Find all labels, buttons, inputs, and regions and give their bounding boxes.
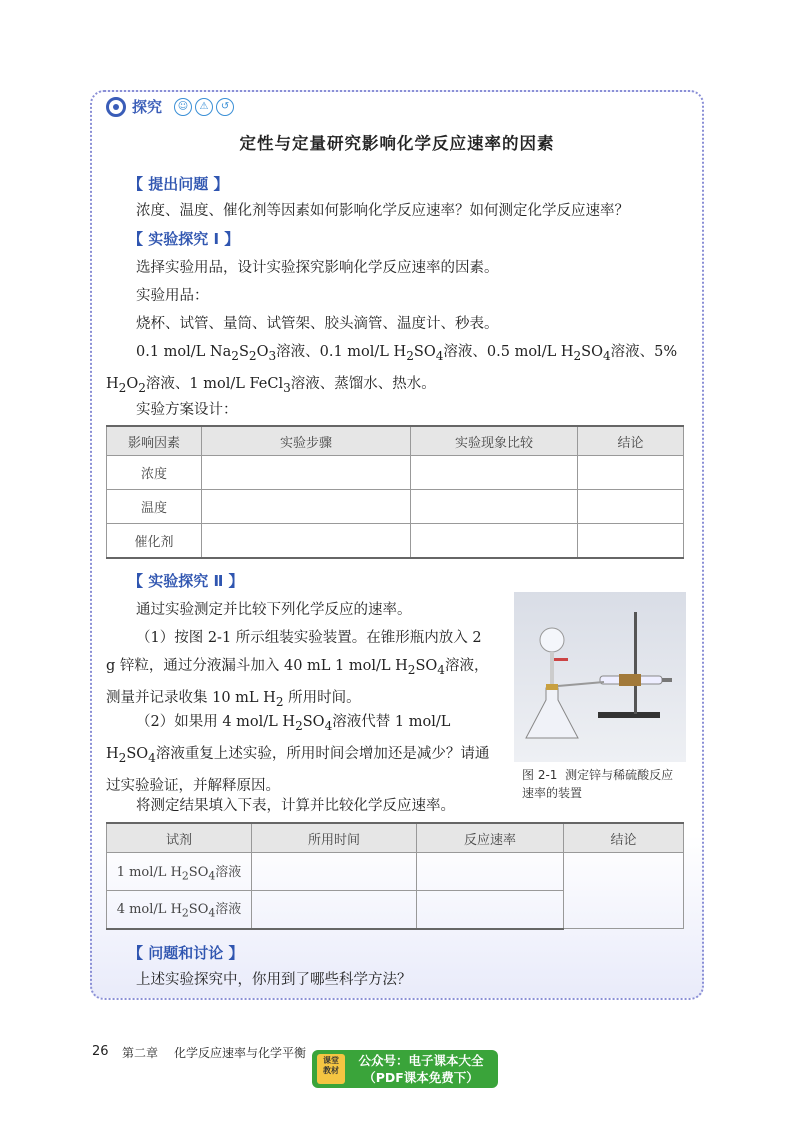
table-row <box>107 853 684 891</box>
table-cell-empty <box>417 853 564 891</box>
materials-list: 烧杯、试管、量筒、试管架、胶头滴管、温度计、秒表。 <box>136 316 499 332</box>
reagents-list: 0.1 mol/L $Na_2S_2O_3$溶液、0.1 mol/L $H_2SO_4$溶液、0.5 mol/L $H_2SO_4$溶液、5% $H_2O_2$溶液、1 mol/L FeCl$_3$溶液、蒸馏水、热水。 <box>106 344 678 395</box>
syringe-plunger <box>662 678 672 682</box>
table-cell-empty <box>252 891 417 929</box>
experiment1-intro: 选择实验用品，设计实验探究影响化学反应速率的因素。 <box>136 260 499 276</box>
table-cell-empty <box>417 891 564 929</box>
table-header: 实验现象比较 <box>411 426 578 456</box>
warning-icon: ⚠ <box>195 98 213 116</box>
record-instruction: 将测定结果填入下表，计算并比较化学反应速率。 <box>136 798 455 814</box>
apparatus-illustration <box>514 592 686 762</box>
stand-rod <box>634 612 637 714</box>
table-cell-empty <box>578 456 684 490</box>
chapter-label: 第二章 <box>122 1046 159 1060</box>
table-row <box>107 524 684 558</box>
table-cell-empty <box>564 853 684 929</box>
apparatus-photo <box>514 592 686 762</box>
inquiry-badge <box>106 96 234 117</box>
design-table <box>106 425 684 559</box>
book-icon: 课堂 教材 <box>317 1054 345 1084</box>
table-cell: 温度 <box>107 490 202 524</box>
step1-text: （1）按图 2-1 所示组装实验装置。在锥形瓶内放入 2 g 锌粒，通过分液漏斗加入 40 mL 1 mol/L $H_2SO_4$溶液，测量并记录收集 10 mL $H_2$ 所用时间。 <box>106 630 489 709</box>
conical-flask <box>526 688 578 738</box>
table-cell-empty <box>202 490 411 524</box>
design-label: 实验方案设计： <box>136 402 238 418</box>
experiment2-heading: 【 实验探究 Ⅱ 】 <box>128 572 244 590</box>
table-cell-empty <box>411 490 578 524</box>
funnel-stem <box>550 652 554 686</box>
page-title: 定性与定量研究影响化学反应速率的因素 <box>239 134 555 153</box>
table-header: 结论 <box>578 426 684 456</box>
experiment2-intro: 通过实验测定并比较下列化学反应的速率。 <box>136 602 412 618</box>
table-cell-empty <box>202 524 411 558</box>
funnel-stopcock <box>554 658 568 661</box>
table-header: 影响因素 <box>107 426 202 456</box>
table-row <box>107 456 684 490</box>
delivery-tube <box>558 682 604 686</box>
badge-icon-group <box>174 98 234 116</box>
syringe-clamp <box>619 674 641 686</box>
badge-label: 探究 <box>132 98 163 116</box>
figure-caption: 图 2-1 测定锌与稀硫酸反应速率的装置 <box>522 768 674 800</box>
table-header-row <box>107 426 684 456</box>
face-icon: ☺ <box>174 98 192 116</box>
separatory-funnel <box>540 628 564 652</box>
table-cell: 1 mol/L $H_2SO_4$溶液 <box>107 853 252 891</box>
question-text: 浓度、温度、催化剂等因素如何影响化学反应速率？如何测定化学反应速率？ <box>136 203 629 219</box>
question-heading: 【 提出问题 】 <box>128 175 229 193</box>
watermark-badge <box>312 1050 498 1088</box>
table-cell: 浓度 <box>107 456 202 490</box>
table-cell-empty <box>252 853 417 891</box>
materials-label: 实验用品： <box>136 288 209 304</box>
experiment1-heading: 【 实验探究 Ⅰ 】 <box>128 230 240 248</box>
table-cell: 催化剂 <box>107 524 202 558</box>
table-cell: 4 mol/L $H_2SO_4$溶液 <box>107 891 252 929</box>
discussion-text: 上述实验探究中，你用到了哪些科学方法？ <box>136 972 412 988</box>
table-cell-empty <box>578 490 684 524</box>
table-header: 试剂 <box>107 823 252 853</box>
table-header-row <box>107 823 684 853</box>
flask-stopper <box>546 684 558 690</box>
table-header: 反应速率 <box>417 823 564 853</box>
results-table <box>106 822 684 930</box>
book-title: 化学反应速率与化学平衡 <box>174 1046 307 1060</box>
stand-base <box>598 712 660 718</box>
table-cell-empty <box>411 524 578 558</box>
step2-text: （2）如果用 4 mol/L $H_2SO_4$溶液代替 1 mol/L $H_2SO_4$溶液重复上述实验，所用时间会增加还是减少？请通过实验验证，并解释原因。 <box>106 714 490 794</box>
watermark-line1: 公众号：电子课本大全 <box>358 1053 484 1068</box>
table-cell-empty <box>578 524 684 558</box>
table-cell-empty <box>411 456 578 490</box>
table-cell-empty <box>202 456 411 490</box>
table-row <box>107 490 684 524</box>
recycle-icon: ↺ <box>216 98 234 116</box>
table-header: 所用时间 <box>252 823 417 853</box>
table-header: 结论 <box>564 823 684 853</box>
page-number: 26 <box>92 1044 109 1059</box>
watermark-line2: （PDF课本免费下） <box>363 1070 479 1085</box>
discussion-heading: 【 问题和讨论 】 <box>128 944 244 962</box>
table-header: 实验步骤 <box>202 426 411 456</box>
target-icon <box>106 97 126 117</box>
